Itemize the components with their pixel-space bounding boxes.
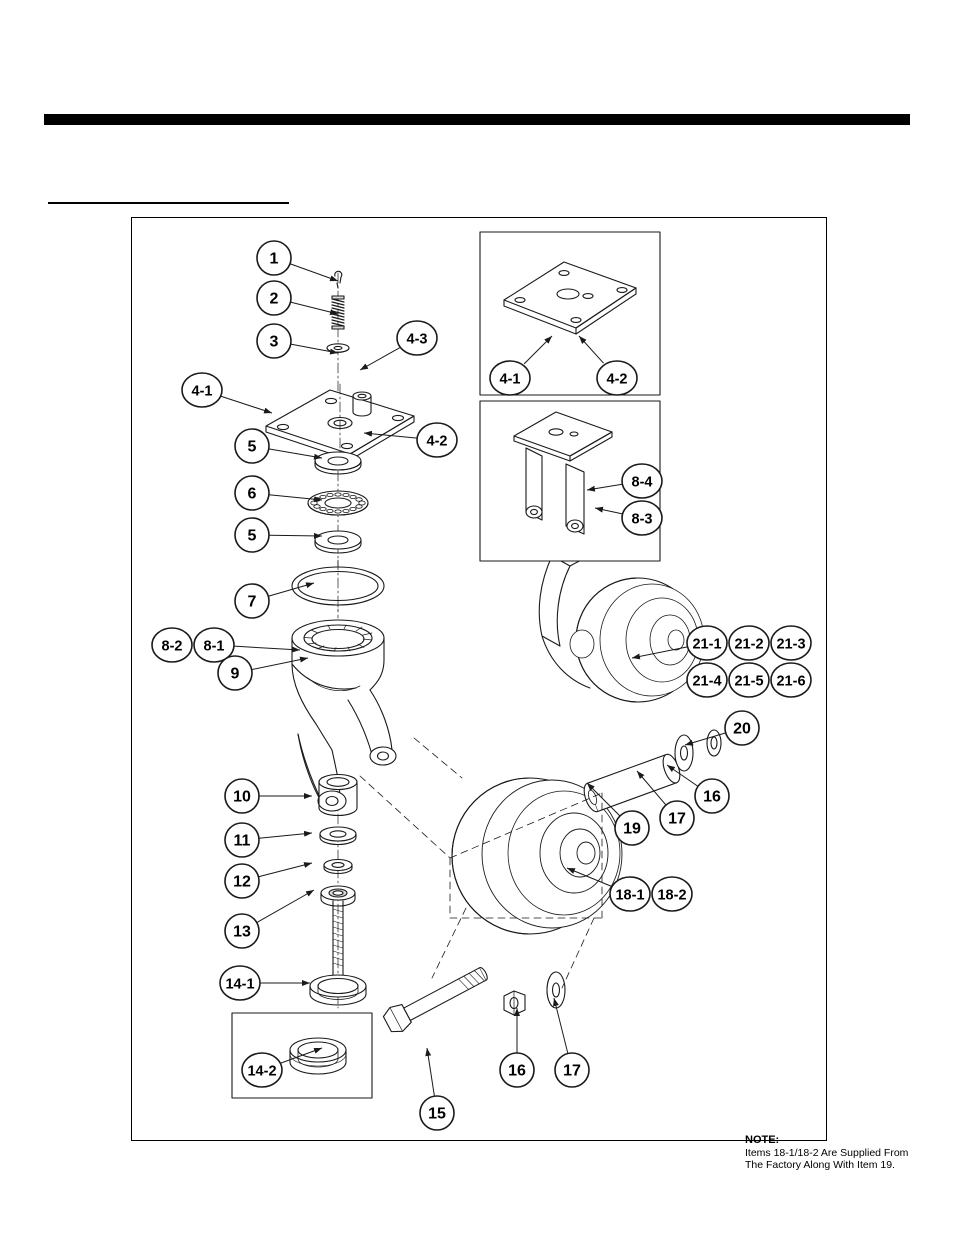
callout-leader-11 bbox=[259, 833, 312, 838]
callout-label-17b: 17 bbox=[668, 810, 686, 828]
callout-leader-12 bbox=[258, 863, 312, 877]
callout-label-4-2b: 4-2 bbox=[606, 371, 628, 388]
callout-label-9: 9 bbox=[230, 665, 240, 683]
note-block bbox=[745, 1134, 950, 1172]
callout-label-21-3: 21-3 bbox=[776, 636, 806, 653]
callout-leader-17a bbox=[554, 998, 568, 1054]
callout-label-13: 13 bbox=[233, 923, 251, 941]
callout-label-8-4: 8-4 bbox=[631, 474, 653, 491]
callout-label-11: 11 bbox=[233, 832, 251, 850]
header-rule bbox=[44, 114, 910, 125]
callout-label-8-2: 8-2 bbox=[161, 638, 183, 655]
callout-label-6: 6 bbox=[247, 485, 257, 503]
callout-leader-9 bbox=[252, 658, 308, 670]
callout-label-21-1: 21-1 bbox=[692, 636, 722, 653]
callout-leader-2 bbox=[290, 302, 338, 314]
callout-label-18-2: 18-2 bbox=[657, 887, 687, 904]
callout-leader-13 bbox=[257, 890, 314, 923]
callout-label-20: 20 bbox=[733, 720, 751, 738]
callout-label-3: 3 bbox=[269, 333, 279, 351]
callout-label-5a: 5 bbox=[247, 438, 257, 456]
callout-label-15: 15 bbox=[428, 1105, 446, 1123]
callout-label-5b: 5 bbox=[247, 527, 257, 545]
section-underline bbox=[48, 202, 289, 204]
callout-label-12: 12 bbox=[233, 873, 251, 891]
callout-label-2: 2 bbox=[269, 290, 279, 308]
callout-label-7: 7 bbox=[247, 593, 257, 611]
exploded-diagram-frame bbox=[131, 217, 909, 1171]
callout-leader-4-1 bbox=[221, 396, 272, 413]
callout-label-17a: 17 bbox=[563, 1062, 581, 1080]
note-title: NOTE: bbox=[745, 1134, 780, 1146]
callout-label-21-6: 21-6 bbox=[776, 673, 806, 690]
callout-label-18-1: 18-1 bbox=[615, 887, 645, 904]
callout-label-21-5: 21-5 bbox=[734, 673, 764, 690]
note-line-2: The Factory Along With Item 19. bbox=[745, 1159, 895, 1171]
note-line-1: Items 18-1/18-2 Are Supplied From bbox=[745, 1146, 909, 1159]
callout-label-16b: 16 bbox=[703, 788, 721, 806]
callout-leader-8-1 bbox=[234, 646, 300, 650]
callout-label-8-1: 8-1 bbox=[203, 638, 225, 655]
callout-label-16a: 16 bbox=[508, 1062, 526, 1080]
callout-label-21-4: 21-4 bbox=[692, 673, 722, 690]
callout-label-4-1b: 4-1 bbox=[499, 371, 521, 388]
callout-label-1: 1 bbox=[269, 250, 279, 268]
callout-leader-5a bbox=[269, 449, 322, 458]
callout-leader-4-3 bbox=[360, 348, 400, 370]
callout-label-4-2: 4-2 bbox=[426, 433, 448, 450]
callout-leader-1 bbox=[290, 264, 338, 281]
callout-label-4-3: 4-3 bbox=[406, 331, 428, 348]
callout-leader-5b bbox=[269, 535, 322, 536]
caster-exploded-view bbox=[132, 218, 826, 1140]
callout-label-14-1: 14-1 bbox=[225, 976, 255, 993]
callout-label-21-2: 21-2 bbox=[734, 636, 764, 653]
callout-label-4-1: 4-1 bbox=[191, 383, 213, 400]
callout-label-19: 19 bbox=[623, 820, 641, 838]
callout-label-14-2: 14-2 bbox=[247, 1063, 277, 1080]
callout-leader-15 bbox=[427, 1048, 434, 1096]
callout-label-8-3: 8-3 bbox=[631, 511, 653, 528]
callout-label-10: 10 bbox=[233, 788, 251, 806]
